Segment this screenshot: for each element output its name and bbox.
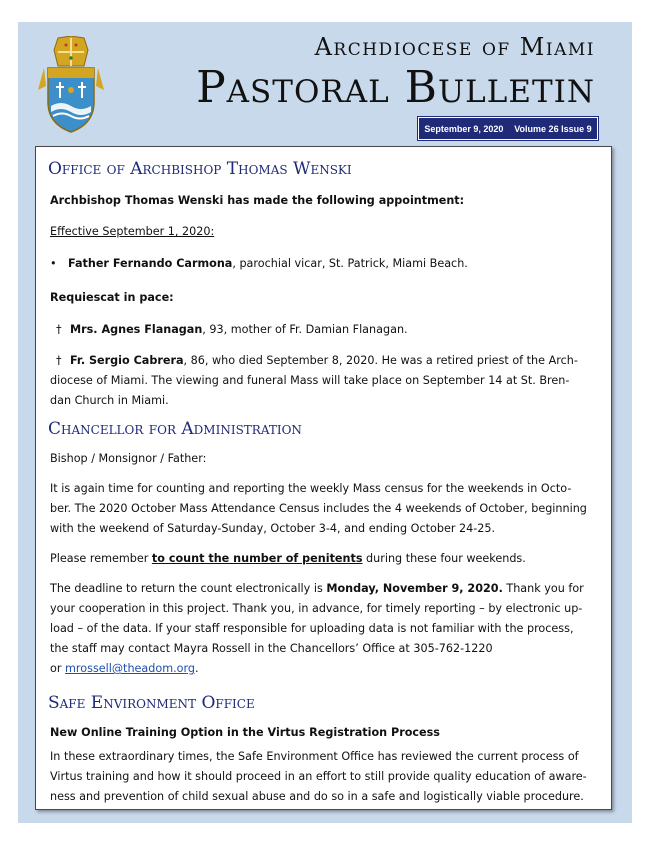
issue-date: September 9, 2020 [424,123,504,134]
deadline-text: Thank you for [502,582,584,595]
census-line: ber. The 2020 October Mass Attendance Census includes the 4 weekends of October, beginning [50,502,587,515]
reminder-emphasis: to count the number of penitents [151,552,363,565]
dagger-symbol: † [56,354,62,367]
deadline-date: Monday, November 9, 2020. [326,582,503,595]
bulletin-content [48,159,599,807]
issue-dateline [418,117,598,140]
appointment-intro: Archbishop Thomas Wenski has made the following appointment: [50,194,465,207]
deadline-line: your cooperation in this project. Thank you, in advance, for timely reporting – by electronic up- [50,602,583,615]
census-line: It is again time for counting and reporting the weekly Mass census for the weekends in Octo- [50,482,572,495]
deadline-text: or [50,662,66,675]
deadline-text: The deadline to return the count electronically is [50,582,327,595]
bullet-dot: • [50,257,57,270]
archdiocese-crest-logo [36,36,106,136]
section-heading-chancellor: Chancellor for Administration [48,419,302,439]
rip-detail-line2: diocese of Miami. The viewing and funeral Mass will take place on September 14 at St. Bren- [50,374,570,387]
virtus-line: In these extraordinary times, the Safe Environment Office has reviewed the current process of [50,750,579,763]
census-paragraph [48,479,599,539]
rip-detail: , 93, mother of Fr. Damian Flanagan. [202,323,408,336]
appointment-detail: , parochial vicar, St. Patrick, Miami Beach. [232,257,468,270]
effective-date: Effective September 1, 2020: [50,225,215,238]
deadline-text: . [195,662,199,675]
deadline-paragraph [48,579,599,679]
virtus-paragraph [48,747,599,807]
appointee-name: Father Fernando Carmona [68,257,233,270]
virtus-line: ness and prevention of child sexual abuse and do so in a safe and logistically viable procedure. [50,790,584,803]
masthead-pastoral-bulletin: Pastoral Bulletin [196,62,595,113]
appointment-item [48,254,599,274]
rip-detail-line3: dan Church in Miami. [50,394,169,407]
virtus-line: Virtus training and how it should proceed in an effort to still provide quality education of aware- [50,770,587,783]
issue-volume: Volume 26 Issue 9 [514,123,592,134]
deadline-line: load – of the data. If your staff responsible for uploading data is not familiar with the process, [50,622,574,635]
section-heading-safe-environment: Safe Environment Office [48,693,255,713]
rip-item-flanagan [48,320,599,340]
rip-item-cabrera [48,351,599,411]
section-heading-archbishop: Office of Archbishop Thomas Wenski [48,159,352,179]
reminder-text: during these four weekends. [362,552,526,565]
rip-detail: , 86, who died September 8, 2020. He was a retired priest of the Arch- [183,354,578,367]
penitents-reminder [48,549,599,569]
bulletin-content-card [35,146,612,810]
dagger-symbol: † [56,323,62,336]
rip-heading: Requiescat in pace: [50,291,174,304]
rip-name: Fr. Sergio Cabrera [70,354,184,367]
reminder-text: Please remember [50,552,152,565]
deadline-line: the staff may contact Mayra Rossell in the Chancellors’ Office at 305-762-1220 [50,642,493,655]
rip-name: Mrs. Agnes Flanagan [70,323,203,336]
census-line: with the weekend of Saturday-Sunday, October 3-4, and ending October 24-25. [50,522,496,535]
masthead-archdiocese: Archdiocese of Miami [314,33,595,61]
virtus-subheading: New Online Training Option in the Virtus Registration Process [50,726,440,739]
email-link[interactable]: mrossell@theadom.org [65,662,196,675]
salutation: Bishop / Monsignor / Father: [50,452,207,465]
